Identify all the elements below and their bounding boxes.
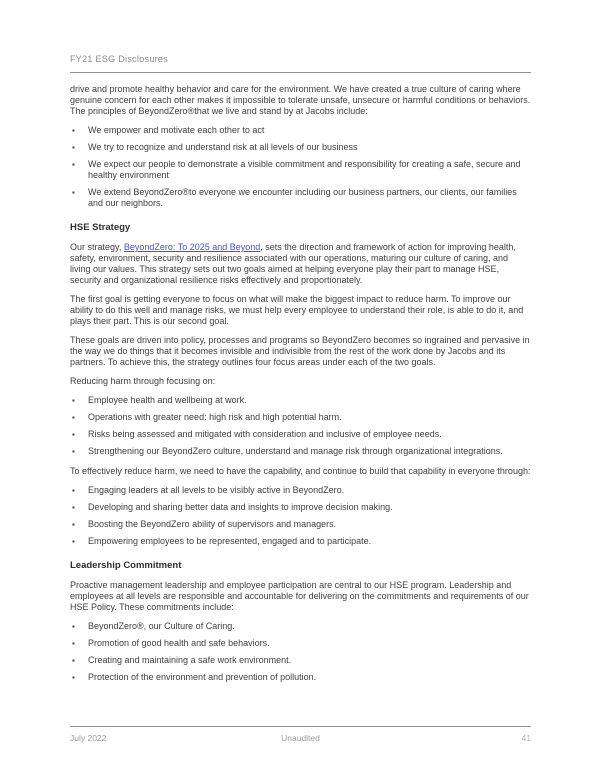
reducing-harm-bullet-list [70,395,531,457]
header-rule [70,72,531,73]
list-item: ▪ We expect our people to demonstrate a visible commitment and responsibility for creating a safe, secure and healthy environment [70,159,531,181]
beyondzero-strategy-link[interactable]: BeyondZero: To 2025 and Beyond [123,242,261,252]
list-item: ▪ Strengthening our BeyondZero culture, understand and manage risk through organizational integrations. [70,446,531,457]
footer-status: Unaudited [281,733,320,743]
list-item: ▪ We try to recognize and understand risk at all levels of our business [70,142,531,153]
list-item: ▪ Risks being assessed and mitigated with consideration and inclusive of employee needs. [70,429,531,440]
document-body [70,84,531,692]
page-footer [70,726,531,743]
capability-bullet-list [70,485,531,547]
list-item: ▪ Operations with greater need: high risk and high potential harm. [70,412,531,423]
list-item: ▪ BeyondZero®, our Culture of Caring. [70,621,531,632]
paragraph-text: , sets the direction and framework of action for improving health, safety, environment, security and resilience associated with our operations, maturing our culture of caring, and living our values. This strategy sets out two goals aimed at helping everyone play their part to manage HSE, security and organizational resilience risks effectively and proportionately. [70,242,516,285]
list-item: ▪ Developing and sharing better data and insights to improve decision making. [70,502,531,513]
list-item: ▪ We extend BeyondZero®to everyone we encounter including our business partners, our clients, our families and our neighbors. [70,187,531,209]
reducing-harm-intro: Reducing harm through focusing on: [70,376,216,386]
list-item: ▪ Employee health and wellbeing at work. [70,395,531,406]
strategy-paragraph-1 [70,242,531,286]
leadership-paragraph: Proactive management leadership and employee participation are central to our HSE program. Leadership and employees at all levels are responsible and accountable for delivering on the commitments and requirements of our HSE Policy. These commitments include: [70,580,529,612]
strategy-paragraph-3: These goals are driven into policy, processes and programs so BeyondZero becomes so ingrained and pervasive in the way we do things that it becomes invisible and indivisible from the rest of the work done by Jacobs and its partners. To achieve this, the strategy outlines four focus areas under each of the two goals. [70,335,530,367]
principles-bullet-list [70,125,531,209]
list-item: ▪ Boosting the BeyondZero ability of supervisors and managers. [70,519,531,530]
strategy-paragraph-2: The first goal is getting everyone to focus on what will make the biggest impact to reduce harm. To improve our ability to do this well and manage risks, we must help every employee to understand their role, is able to do it, and plays their part. This is our second goal. [70,294,524,326]
leadership-bullet-list [70,621,531,683]
paragraph-text: Our strategy, [70,242,124,252]
list-item: ▪ Empowering employees to be represented, engaged and to participate. [70,536,531,547]
intro-paragraph: drive and promote healthy behavior and care for the environment. We have created a true culture of caring where genuine concern for each other makes it impossible to tolerate unsafe, unsecure or harmful conditions or behaviors. The principles of BeyondZero®that we live and stand by at Jacobs include: [70,84,531,116]
footer-date: July 2022 [70,733,107,743]
list-item: ▪ Protection of the environment and prevention of pollution. [70,672,531,683]
section-heading-leadership-commitment: Leadership Commitment [70,560,182,571]
list-item: ▪ Creating and maintaining a safe work environment. [70,655,531,666]
list-item: ▪ Promotion of good health and safe behaviors. [70,638,531,649]
page-header [70,54,531,73]
capability-intro: To effectively reduce harm, we need to have the capability, and continue to build that capability in everyone through: [70,466,531,476]
list-item: ▪ We empower and motivate each other to act [70,125,531,136]
list-item: ▪ Engaging leaders at all levels to be visibly active in BeyondZero. [70,485,531,496]
footer-page-number: 41 [521,733,532,743]
section-heading-hse-strategy: HSE Strategy [70,222,131,233]
document-title: FY21 ESG Disclosures [70,54,169,64]
